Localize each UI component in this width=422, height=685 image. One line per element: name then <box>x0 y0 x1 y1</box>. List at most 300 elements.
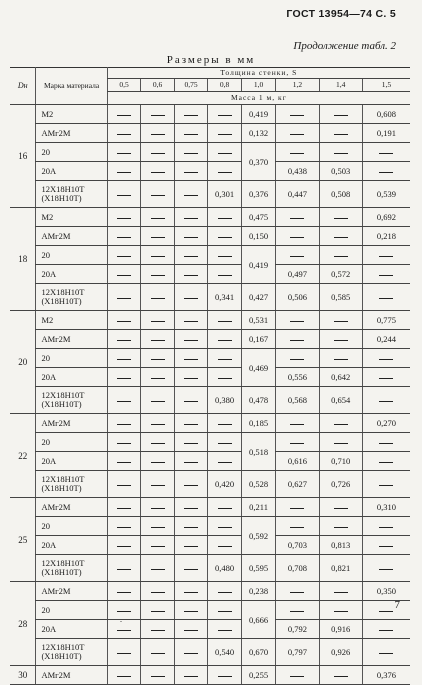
cell-value <box>208 452 242 471</box>
dash-mark <box>379 653 393 654</box>
cell-value <box>141 471 175 498</box>
cell-value <box>174 143 208 162</box>
cell-value: 0,508 <box>319 181 362 208</box>
cell-value <box>174 414 208 433</box>
cell-value: 0,185 <box>241 414 276 433</box>
cell-value: 0,821 <box>319 555 362 582</box>
cell-dn: 20 <box>10 311 36 414</box>
table-row <box>10 162 410 181</box>
cell-value <box>208 620 242 639</box>
dash-mark <box>334 611 348 612</box>
cell-value <box>107 143 141 162</box>
cell-value <box>276 208 319 227</box>
cell-grade: М2 <box>36 311 107 330</box>
cell-value <box>141 666 175 685</box>
dash-mark <box>117 275 131 276</box>
cell-value <box>141 105 175 124</box>
cell-value <box>362 162 410 181</box>
dash-mark <box>184 630 198 631</box>
table-row <box>10 414 410 433</box>
tube-mass-table <box>10 67 410 685</box>
cell-grade: АМг2М <box>36 498 107 517</box>
dash-mark <box>117 676 131 677</box>
cell-value <box>141 143 175 162</box>
cell-value: 0,926 <box>319 639 362 666</box>
dash-mark <box>334 218 348 219</box>
cell-value <box>276 311 319 330</box>
cell-value <box>319 433 362 452</box>
dash-mark <box>117 569 131 570</box>
cell-value <box>141 246 175 265</box>
cell-value <box>208 311 242 330</box>
cell-value: 0,191 <box>362 124 410 143</box>
dash-mark <box>151 134 165 135</box>
cell-value <box>174 181 208 208</box>
cell-value <box>141 517 175 536</box>
dash-mark <box>151 527 165 528</box>
dash-mark <box>151 611 165 612</box>
cell-value <box>276 246 319 265</box>
cell-value <box>174 471 208 498</box>
cell-value <box>319 246 362 265</box>
cell-value <box>141 311 175 330</box>
dash-mark <box>379 630 393 631</box>
dash-mark <box>151 630 165 631</box>
dash-mark <box>218 256 232 257</box>
dash-mark <box>184 321 198 322</box>
cell-grade: 20А <box>36 452 107 471</box>
cell-grade: АМг2М <box>36 582 107 601</box>
dash-mark <box>290 321 304 322</box>
cell-value <box>107 181 141 208</box>
dash-mark <box>151 275 165 276</box>
cell-value: 0,568 <box>276 387 319 414</box>
cell-value <box>319 311 362 330</box>
dash-mark <box>218 172 232 173</box>
dash-mark <box>184 653 198 654</box>
cell-value <box>174 265 208 284</box>
dash-mark <box>117 546 131 547</box>
dash-mark <box>151 195 165 196</box>
cell-value <box>362 517 410 536</box>
dash-mark <box>218 546 232 547</box>
dash-mark <box>184 275 198 276</box>
cell-value: 0,654 <box>319 387 362 414</box>
cell-dn: 30 <box>10 666 36 685</box>
dash-mark <box>379 378 393 379</box>
cell-value <box>107 582 141 601</box>
cell-value: 0,376 <box>362 666 410 685</box>
cell-value <box>362 143 410 162</box>
cell-grade: АМг2М <box>36 666 107 685</box>
cell-value <box>208 666 242 685</box>
dash-mark <box>151 378 165 379</box>
cell-grade: 20А <box>36 162 107 181</box>
cell-value <box>319 143 362 162</box>
cell-value: 0,167 <box>241 330 276 349</box>
cell-value <box>141 387 175 414</box>
cell-value <box>276 498 319 517</box>
table-row <box>10 311 410 330</box>
table-row <box>10 387 410 414</box>
dash-mark <box>379 359 393 360</box>
cell-value <box>174 666 208 685</box>
dash-mark <box>117 611 131 612</box>
cell-value: 0,427 <box>241 284 276 311</box>
cell-grade: 12Х18Н10Т (Х18Н10Т) <box>36 181 107 208</box>
dash-mark <box>184 153 198 154</box>
cell-grade: 20 <box>36 517 107 536</box>
dash-mark <box>184 508 198 509</box>
dash-mark <box>117 218 131 219</box>
table-row <box>10 666 410 685</box>
cell-grade: АМг2М <box>36 227 107 246</box>
dash-mark <box>334 527 348 528</box>
cell-value <box>276 227 319 246</box>
cell-grade: 20 <box>36 246 107 265</box>
cell-value <box>208 368 242 387</box>
cell-value <box>319 330 362 349</box>
cell-value <box>141 124 175 143</box>
dash-mark <box>290 340 304 341</box>
cell-value <box>141 582 175 601</box>
cell-value <box>208 124 242 143</box>
cell-value <box>208 143 242 162</box>
cell-value: 0,478 <box>241 387 276 414</box>
cell-grade: 20А <box>36 620 107 639</box>
dash-mark <box>151 340 165 341</box>
col-header-thickness: 0,75 <box>174 79 208 92</box>
cell-value <box>141 227 175 246</box>
cell-value <box>174 105 208 124</box>
page-number: 7 <box>394 599 400 611</box>
dash-mark <box>117 592 131 593</box>
dash-mark <box>379 298 393 299</box>
cell-grade: 12Х18Н10Т (Х18Н10Т) <box>36 284 107 311</box>
cell-value: 0,480 <box>208 555 242 582</box>
dash-mark <box>184 546 198 547</box>
cell-value <box>107 284 141 311</box>
cell-value <box>174 498 208 517</box>
cell-value <box>174 517 208 536</box>
dash-mark <box>218 275 232 276</box>
col-header-thickness: 0,6 <box>141 79 175 92</box>
dash-mark <box>218 424 232 425</box>
cell-value: 0,211 <box>241 498 276 517</box>
dash-mark <box>184 218 198 219</box>
col-header-thickness: 0,5 <box>107 79 141 92</box>
cell-value: 0,595 <box>241 555 276 582</box>
dash-mark <box>151 462 165 463</box>
cell-value <box>107 639 141 666</box>
cell-value <box>107 452 141 471</box>
cell-value <box>208 433 242 452</box>
col-header-thickness: 1,2 <box>276 79 319 92</box>
dash-mark <box>117 359 131 360</box>
cell-value <box>107 311 141 330</box>
dash-mark <box>117 630 131 631</box>
cell-value <box>141 452 175 471</box>
cell-value <box>319 124 362 143</box>
cell-value <box>362 349 410 368</box>
table-row <box>10 433 410 452</box>
cell-value <box>141 349 175 368</box>
dash-mark <box>151 653 165 654</box>
cell-value <box>208 265 242 284</box>
dash-mark <box>218 378 232 379</box>
cell-value <box>208 162 242 181</box>
dash-mark <box>379 401 393 402</box>
dash-mark <box>151 508 165 509</box>
cell-grade: 20 <box>36 349 107 368</box>
cell-value: 0,592 <box>241 517 276 555</box>
dash-mark <box>117 298 131 299</box>
cell-value: 0,244 <box>362 330 410 349</box>
dash-mark <box>151 115 165 116</box>
cell-value <box>319 208 362 227</box>
dash-mark <box>184 195 198 196</box>
cell-value: 0,370 <box>241 143 276 181</box>
table-continuation-label: Продолжение табл. 2 <box>293 40 396 52</box>
dash-mark <box>379 611 393 612</box>
dash-mark <box>379 256 393 257</box>
cell-value <box>107 620 141 639</box>
cell-value <box>107 227 141 246</box>
cell-value <box>174 227 208 246</box>
cell-value: 0,797 <box>276 639 319 666</box>
cell-value <box>319 517 362 536</box>
cell-value <box>174 162 208 181</box>
cell-dn: 25 <box>10 498 36 582</box>
dash-mark <box>151 321 165 322</box>
table-row <box>10 601 410 620</box>
dash-mark <box>117 443 131 444</box>
dash-mark <box>117 237 131 238</box>
dash-mark <box>184 569 198 570</box>
cell-value <box>107 414 141 433</box>
cell-value <box>208 246 242 265</box>
dash-mark <box>184 298 198 299</box>
table-row <box>10 498 410 517</box>
cell-value <box>107 105 141 124</box>
dash-mark <box>290 424 304 425</box>
dash-mark <box>334 676 348 677</box>
dash-mark <box>151 237 165 238</box>
cell-value: 0,916 <box>319 620 362 639</box>
cell-value: 0,531 <box>241 311 276 330</box>
cell-value <box>174 124 208 143</box>
cell-value <box>141 265 175 284</box>
dash-mark <box>334 359 348 360</box>
cell-value: 0,710 <box>319 452 362 471</box>
dash-mark <box>218 237 232 238</box>
dash-mark <box>290 611 304 612</box>
cell-dn: 18 <box>10 208 36 311</box>
cell-value <box>319 666 362 685</box>
cell-value <box>362 536 410 555</box>
cell-value: 0,608 <box>362 105 410 124</box>
dash-mark <box>379 569 393 570</box>
cell-value <box>362 620 410 639</box>
cell-grade: АМг2М <box>36 414 107 433</box>
cell-value: 0,132 <box>241 124 276 143</box>
cell-grade: М2 <box>36 208 107 227</box>
table-row <box>10 246 410 265</box>
dash-mark <box>151 546 165 547</box>
cell-value <box>362 601 410 620</box>
cell-value <box>276 124 319 143</box>
cell-value <box>174 368 208 387</box>
cell-value: 0,380 <box>208 387 242 414</box>
cell-value: 0,438 <box>276 162 319 181</box>
dash-mark <box>218 527 232 528</box>
dash-mark <box>184 424 198 425</box>
cell-value <box>107 349 141 368</box>
cell-value <box>174 208 208 227</box>
dash-mark <box>218 359 232 360</box>
cell-value <box>141 601 175 620</box>
cell-grade: АМг2М <box>36 124 107 143</box>
dash-mark <box>184 172 198 173</box>
dash-mark <box>334 237 348 238</box>
cell-grade: 20 <box>36 143 107 162</box>
dash-mark <box>334 153 348 154</box>
dash-mark <box>117 256 131 257</box>
table-row <box>10 265 410 284</box>
cell-value <box>107 330 141 349</box>
dash-mark <box>218 508 232 509</box>
cell-value <box>107 208 141 227</box>
dash-mark <box>117 134 131 135</box>
cell-value: 0,150 <box>241 227 276 246</box>
dash-mark <box>117 321 131 322</box>
cell-value: 0,539 <box>362 181 410 208</box>
cell-value: 0,469 <box>241 349 276 387</box>
dash-mark <box>218 340 232 341</box>
cell-value <box>107 124 141 143</box>
cell-value: 0,420 <box>208 471 242 498</box>
dash-mark <box>117 115 131 116</box>
dash-mark <box>290 256 304 257</box>
cell-value <box>174 555 208 582</box>
dash-mark <box>184 592 198 593</box>
cell-value <box>107 601 141 620</box>
cell-value: 0,506 <box>276 284 319 311</box>
dash-mark <box>184 676 198 677</box>
dash-mark <box>379 546 393 547</box>
dash-mark <box>218 462 232 463</box>
cell-value <box>276 601 319 620</box>
col-header-thickness: 1,0 <box>241 79 276 92</box>
dash-mark <box>290 443 304 444</box>
dash-mark <box>290 527 304 528</box>
cell-grade: 12Х18Н10Т (Х18Н10Т) <box>36 639 107 666</box>
dash-mark <box>290 508 304 509</box>
cell-value <box>174 330 208 349</box>
dash-mark <box>218 676 232 677</box>
cell-grade: 20А <box>36 368 107 387</box>
cell-value: 0,642 <box>319 368 362 387</box>
cell-value: 0,792 <box>276 620 319 639</box>
cell-value: 0,503 <box>319 162 362 181</box>
cell-value <box>141 620 175 639</box>
cell-value <box>362 246 410 265</box>
cell-value <box>174 349 208 368</box>
cell-value: 0,556 <box>276 368 319 387</box>
cell-value: 0,813 <box>319 536 362 555</box>
col-header-mass: Масса 1 м, кг <box>107 92 410 105</box>
cell-value <box>208 601 242 620</box>
cell-value: 0,708 <box>276 555 319 582</box>
cell-value <box>208 105 242 124</box>
cell-value: 0,703 <box>276 536 319 555</box>
cell-value <box>174 620 208 639</box>
cell-value: 0,616 <box>276 452 319 471</box>
cell-value: 0,376 <box>241 181 276 208</box>
cell-value <box>174 284 208 311</box>
cell-value <box>141 368 175 387</box>
dash-mark <box>184 340 198 341</box>
cell-value: 0,218 <box>362 227 410 246</box>
dash-mark <box>151 401 165 402</box>
dash-mark <box>151 424 165 425</box>
cell-value: 0,666 <box>241 601 276 639</box>
cell-value <box>174 601 208 620</box>
cell-value <box>208 498 242 517</box>
table-row <box>10 517 410 536</box>
cell-value: 0,255 <box>241 666 276 685</box>
cell-value <box>141 284 175 311</box>
cell-grade: 20 <box>36 601 107 620</box>
cell-value: 0,726 <box>319 471 362 498</box>
cell-value <box>107 433 141 452</box>
cell-value <box>208 414 242 433</box>
dash-mark <box>184 378 198 379</box>
document-header: ГОСТ 13954—74 С. 5 <box>286 8 396 20</box>
dash-mark <box>184 115 198 116</box>
cell-value <box>208 582 242 601</box>
cell-value <box>276 349 319 368</box>
cell-value <box>276 582 319 601</box>
cell-value <box>208 517 242 536</box>
cell-value: 0,585 <box>319 284 362 311</box>
dash-mark <box>117 340 131 341</box>
dash-mark <box>184 462 198 463</box>
cell-value <box>362 639 410 666</box>
cell-value <box>276 143 319 162</box>
cell-value: 0,419 <box>241 246 276 284</box>
cell-value <box>208 349 242 368</box>
dash-mark <box>334 592 348 593</box>
cell-value <box>174 452 208 471</box>
cell-grade: М2 <box>36 105 107 124</box>
table-row <box>10 284 410 311</box>
dash-mark <box>151 569 165 570</box>
cell-value <box>276 330 319 349</box>
cell-value <box>362 284 410 311</box>
cell-value: 0,341 <box>208 284 242 311</box>
dash-mark <box>334 443 348 444</box>
dash-mark <box>151 153 165 154</box>
dash-mark <box>117 527 131 528</box>
cell-grade: 20 <box>36 433 107 452</box>
cell-value: 0,540 <box>208 639 242 666</box>
cell-value <box>174 311 208 330</box>
cell-value: 0,419 <box>241 105 276 124</box>
cell-value: 0,238 <box>241 582 276 601</box>
cell-value: 0,350 <box>362 582 410 601</box>
table-row <box>10 368 410 387</box>
